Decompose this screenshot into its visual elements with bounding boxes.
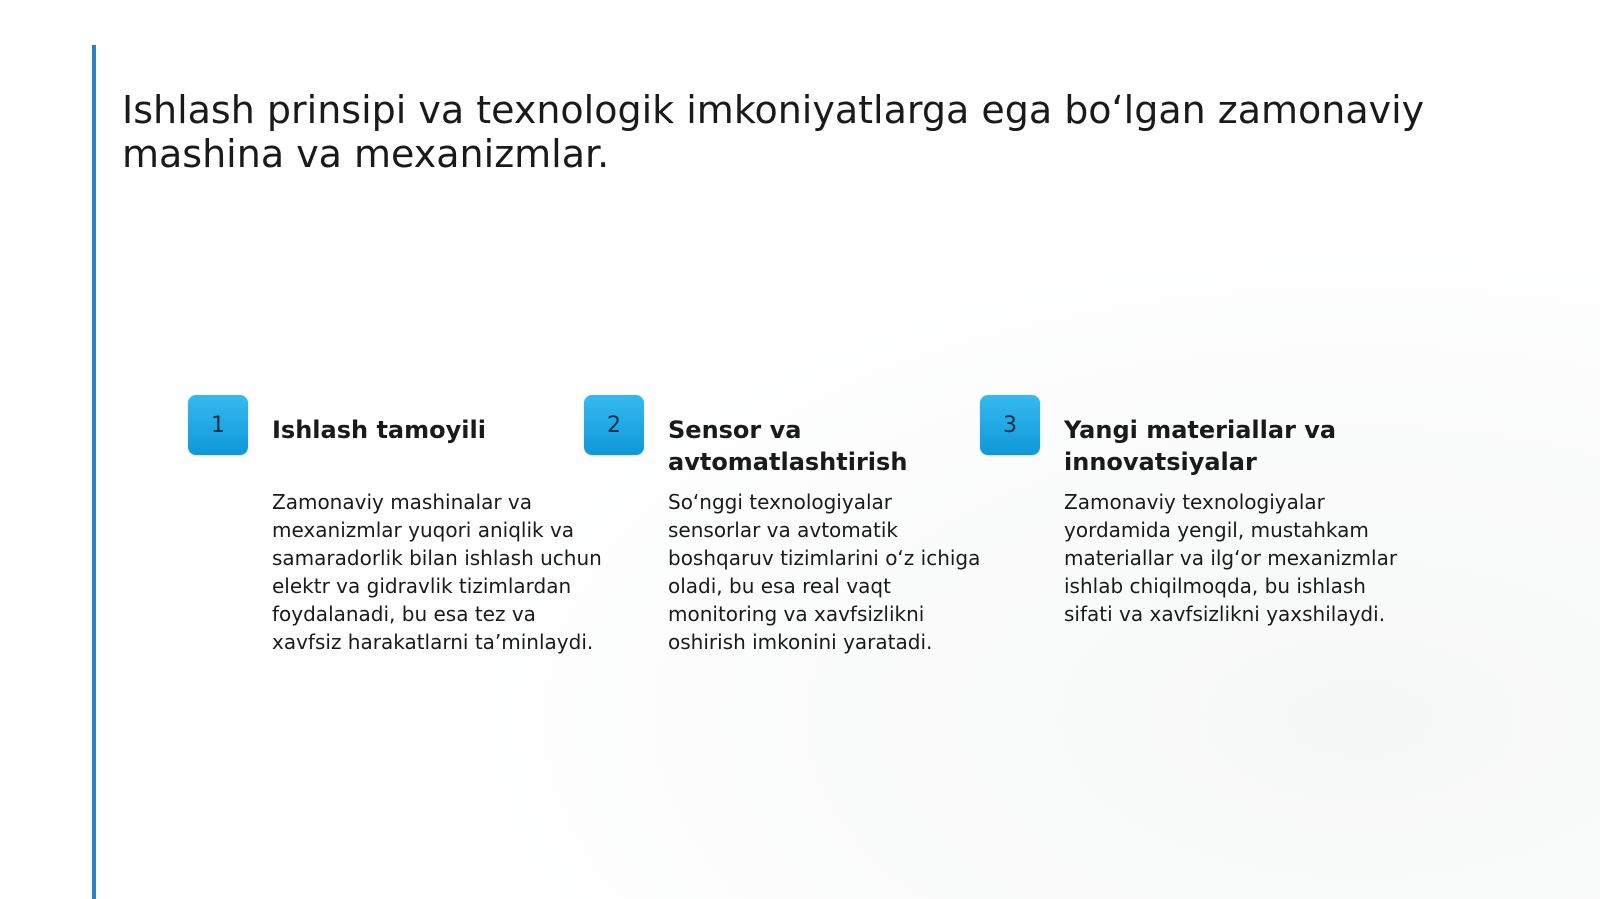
number-badge-2: 2 — [584, 395, 644, 455]
feature-card-2 — [584, 395, 981, 695]
card-text-1: Zamonaviy mashinalar va mexanizmlar yuqori aniqlik va samaradorlik bilan ishlash uchun elektr va gidravlik tizimlardan foydalanadi, bu esa tez va xavfsiz harakatlarni ta’minlaydi. — [272, 490, 602, 654]
accent-bar — [92, 45, 96, 899]
card-title-1: Ishlash tamoyili — [272, 416, 486, 444]
card-title-2: Sensor va avtomatlashtirish — [668, 416, 908, 476]
card-title-3: Yangi materiallar va innovatsiyalar — [1064, 416, 1337, 476]
card-text-3: Zamonaviy texnologiyalar yordamida yengil, mustahkam materiallar va ilg‘or mexanizmlar ishlab chiqilmoqda, bu ishlash sifati va xavfsizlikni yaxshilaydi. — [1064, 490, 1398, 626]
number-badge-1: 1 — [188, 395, 248, 455]
feature-card-1 — [188, 395, 602, 695]
number-badge-3: 3 — [980, 395, 1040, 455]
feature-card-3 — [980, 395, 1398, 695]
card-text-2: So‘nggi texnologiyalar sensorlar va avtomatik boshqaruv tizimlarini o‘z ichiga oladi, bu esa real vaqt monitoring va xavfsizlikni oshirish imkonini yaratadi. — [668, 490, 981, 654]
slide-title: Ishlash prinsipi va texnologik imkoniyatlarga ega bo‘lgan zamonaviy mashina va mexanizmlar. — [122, 88, 1425, 176]
